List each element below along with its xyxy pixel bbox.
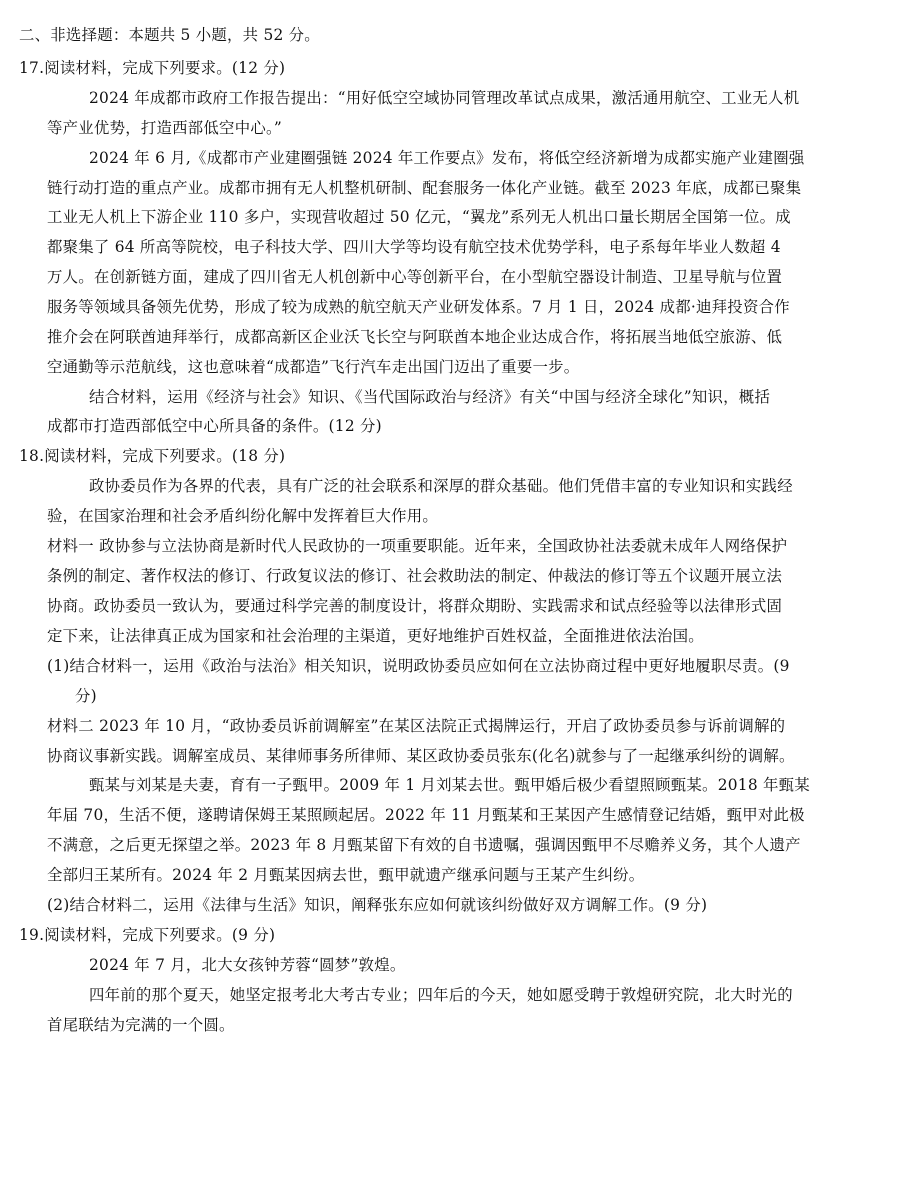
q19-line: 四年前的那个夏天，她坚定报考北大考古专业；四年后的今天，她如愿受聘于敦煌研究院，北大时光的	[89, 986, 793, 1004]
q17-line: 都聚集了 64 所高等院校，电子科技大学、四川大学等均设有航空技术优势学科，电子系每年毕业人数超 4	[47, 238, 781, 256]
q18-intro-line: 验，在国家治理和社会矛盾纠纷化解中发挥着巨大作用。	[47, 507, 439, 525]
q18-sub2: (2)结合材料二，运用《法律与生活》知识，阐释张东应如何就该纠纷做好双方调解工作。(9 分)	[47, 896, 708, 914]
q18-material1-line: 条例的制定、著作权法的修订、行政复议法的修订、社会救助法的制定、仲裁法的修订等五个议题开展立法	[47, 567, 783, 585]
q19-line: 2024 年 7 月，北大女孩钟芳蓉“圆梦”敦煌。	[89, 956, 406, 974]
q17-line: 链行动打造的重点产业。成都市拥有无人机整机研制、配套服务一体化产业链。截至 2023 年底，成都已聚集	[47, 179, 802, 197]
q17-line: 2024 年成都市政府工作报告提出：“用好低空空域协同管理改革试点成果，激活通用航空、工业无人机	[89, 89, 800, 107]
q17-line: 万人。在创新链方面，建成了四川省无人机创新中心等创新平台，在小型航空器设计制造、卫星导航与位置	[47, 268, 783, 286]
q17-line: 空通勤等示范航线，这也意味着“成都造”飞行汽车走出国门迈出了重要一步。	[47, 358, 580, 376]
q18-material1-line: 材料一 政协参与立法协商是新时代人民政协的一项重要职能。近年来，全国政协社法委就未成年人网络保护	[47, 537, 788, 555]
q18-material1-line: 定下来，让法律真正成为国家和社会治理的主渠道，更好地维护百姓权益，全面推进依法治国。	[47, 627, 704, 645]
section-header: 二、非选择题：本题共 5 小题，共 52 分。	[19, 26, 320, 44]
q18-material2-line: 不满意，之后更无探望之举。2023 年 8 月甄某留下有效的自书遗嘱，强调因甄甲不尽赡养义务，其个人遗产	[47, 836, 801, 854]
q18-material2-line: 协商议事新实践。调解室成员、某律师事务所律师、某区政协委员张东(化名)就参与了一起继承纠纷的调解。	[47, 747, 795, 765]
q17-prompt: 结合材料，运用《经济与社会》知识、《当代国际政治与经济》有关“中国与经济全球化”知识，概括	[89, 388, 771, 406]
q17-line: 2024 年 6 月,《成都市产业建圈强链 2024 年工作要点》发布，将低空经济新增为成都实施产业建圈强	[89, 149, 805, 167]
q17-prompt: 成都市打造西部低空中心所具备的条件。(12 分)	[47, 417, 382, 435]
q18-material2-line: 全部归王某所有。2024 年 2 月甄某因病去世，甄甲就遗产继承问题与王某产生纠纷。	[47, 866, 645, 884]
q17-line: 工业无人机上下游企业 110 多户，实现营收超过 50 亿元，“翼龙”系列无人机出口量长期居全国第一位。成	[47, 208, 791, 226]
q18-sub1: 分)	[75, 687, 97, 705]
q18-material2-line: 甄某与刘某是夫妻，育有一子甄甲。2009 年 1 月刘某去世。甄甲婚后极少看望照顾甄某。2018 年甄某	[89, 776, 810, 794]
q17-line: 推介会在阿联酋迪拜举行，成都高新区企业沃飞长空与阿联酋本地企业达成合作，将拓展当地低空旅游、低	[47, 328, 783, 346]
q19-title: 19.阅读材料，完成下列要求。(9 分)	[19, 926, 276, 944]
q17-line: 等产业优势，打造西部低空中心。”	[47, 119, 283, 137]
q19-line: 首尾联结为完满的一个圆。	[47, 1016, 235, 1034]
q18-title: 18.阅读材料，完成下列要求。(18 分)	[19, 447, 286, 465]
q17-title: 17.阅读材料，完成下列要求。(12 分)	[19, 59, 286, 77]
q18-material1-line: 协商。政协委员一致认为，要通过科学完善的制度设计，将群众期盼、实践需求和试点经验等以法律形式固	[47, 597, 783, 615]
q18-sub1: (1)结合材料一，运用《政治与法治》相关知识，说明政协委员应如何在立法协商过程中更好地履职尽责。(9	[47, 657, 790, 675]
q18-intro-line: 政协委员作为各界的代表，具有广泛的社会联系和深厚的群众基础。他们凭借丰富的专业知识和实践经	[89, 477, 793, 495]
q18-material2-line: 年届 70，生活不便，遂聘请保姆王某照顾起居。2022 年 11 月甄某和王某因产生感情登记结婚，甄甲对此极	[47, 806, 805, 824]
q18-material2-line: 材料二 2023 年 10 月，“政协委员诉前调解室”在某区法院正式揭牌运行，开启了政协委员参与诉前调解的	[47, 717, 786, 735]
q17-line: 服务等领域具备领先优势，形成了较为成熟的航空航天产业研发体系。7 月 1 日，2024 成都·迪拜投资合作	[47, 298, 790, 316]
